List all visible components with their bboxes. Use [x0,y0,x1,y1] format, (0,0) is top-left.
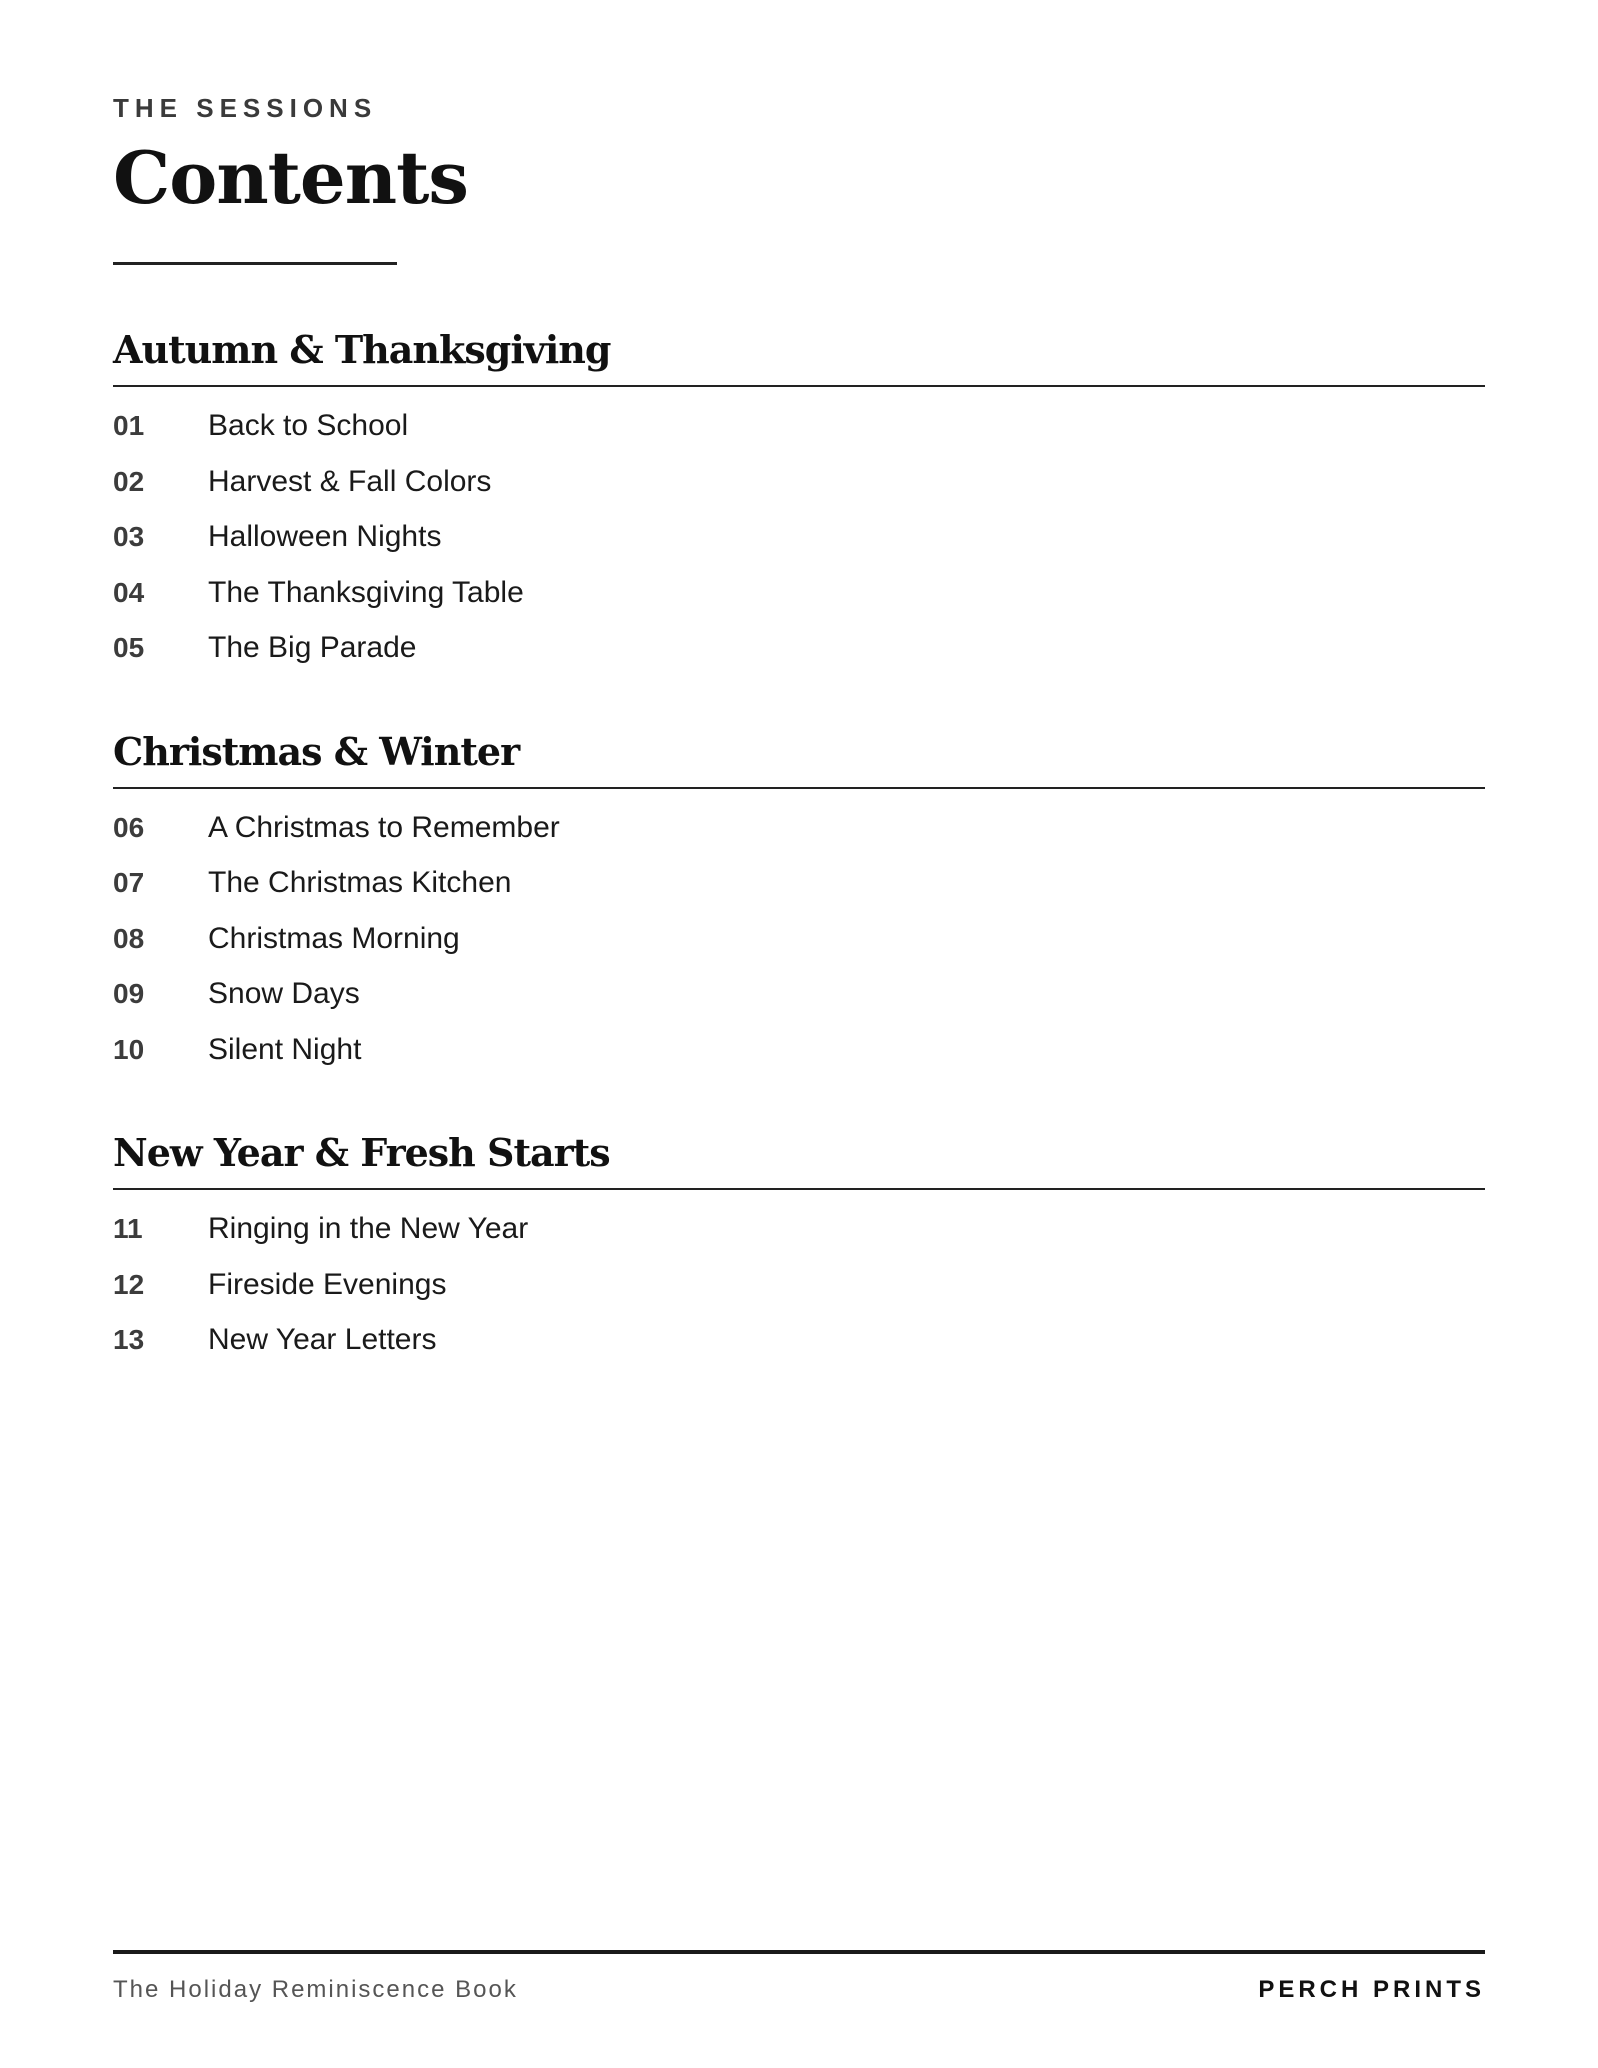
session-number: 02 [113,465,145,497]
session-list [113,387,1485,687]
session-number: 10 [113,1033,145,1065]
session-item[interactable] [113,1033,1485,1089]
session-title: Halloween Nights [208,520,442,553]
session-number: 06 [113,811,145,843]
session-item[interactable] [113,1212,1485,1268]
session-title: Fireside Evenings [208,1267,447,1301]
session-title: The Christmas Kitchen [208,866,512,899]
session-number: 11 [113,1213,143,1244]
session-title: Silent Night [208,1032,362,1066]
session-number: 13 [113,1324,145,1355]
session-number: 04 [113,576,145,608]
section-heading: Christmas & Winter [113,727,1485,789]
session-item[interactable] [113,1323,1485,1379]
session-item[interactable] [113,1268,1485,1324]
session-item[interactable] [113,409,1485,465]
session-number: 12 [113,1268,145,1300]
section-heading: New Year & Fresh Starts [113,1128,1485,1190]
session-title: Ringing in the New Year [208,1212,529,1245]
session-number: 09 [113,978,145,1009]
session-number: 01 [113,410,145,441]
session-number: 05 [113,632,145,663]
kicker-label: THE SESSIONS [113,93,378,123]
session-title: A Christmas to Remember [208,810,560,844]
session-title: Snow Days [208,977,360,1010]
session-title: Back to School [208,409,409,442]
session-title: New Year Letters [208,1323,437,1356]
session-item[interactable] [113,922,1485,978]
session-title: The Big Parade [208,631,417,664]
section-christmas [113,727,1485,1089]
session-item[interactable] [113,520,1485,576]
footer-book-title: The Holiday Reminiscence Book [113,1976,518,2003]
session-number: 08 [113,922,145,954]
session-item[interactable] [113,977,1485,1033]
contents-page [113,0,1485,2068]
session-list [113,1190,1485,1379]
page-title: Contents [113,135,468,220]
session-item[interactable] [113,866,1485,922]
sections-container [113,325,1485,1419]
footer-publisher: PERCH PRINTS [1258,1976,1485,2003]
footer-divider [113,1950,1485,1954]
session-item[interactable] [113,811,1485,867]
title-divider [113,262,397,265]
section-autumn [113,325,1485,687]
session-item[interactable] [113,576,1485,632]
session-item[interactable] [113,465,1485,521]
session-title: Christmas Morning [208,921,460,955]
session-number: 03 [113,521,145,552]
session-item[interactable] [113,631,1485,687]
session-list [113,789,1485,1089]
section-heading: Autumn & Thanksgiving [113,325,1485,387]
session-number: 07 [113,867,145,898]
session-title: Harvest & Fall Colors [208,464,492,498]
section-new-year [113,1128,1485,1379]
session-title: The Thanksgiving Table [208,575,524,609]
